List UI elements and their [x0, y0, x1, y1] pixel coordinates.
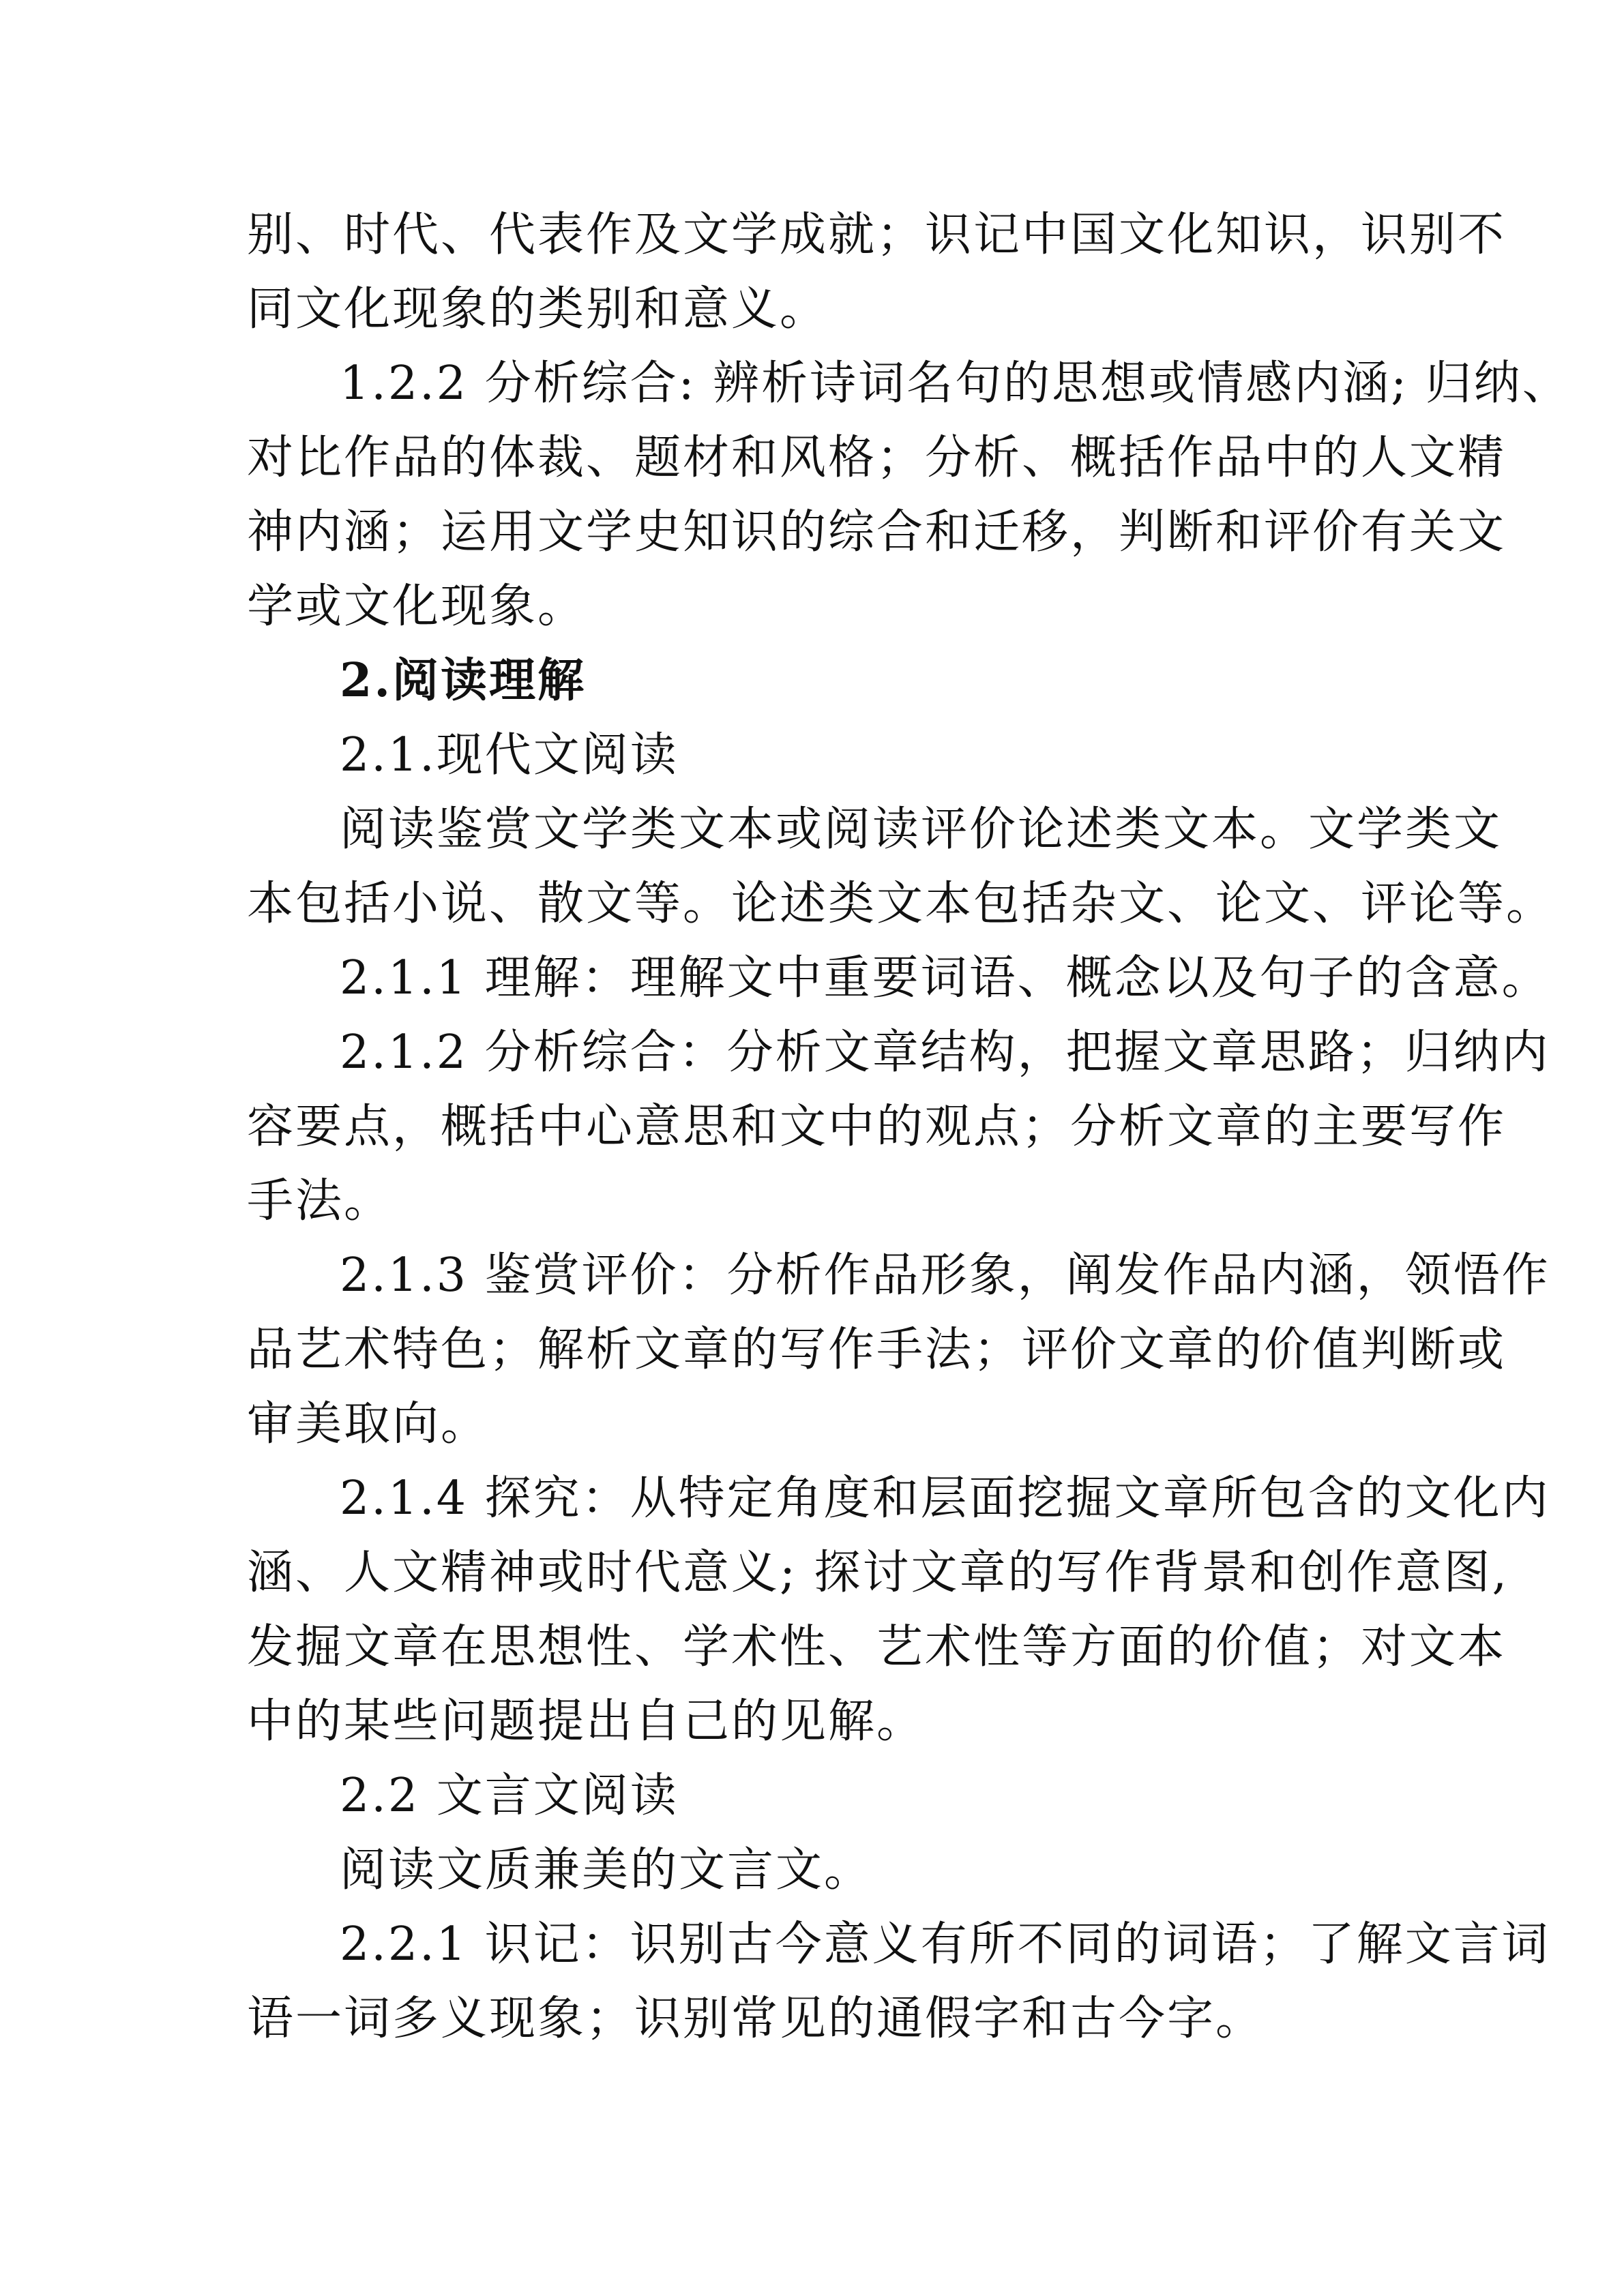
paragraph-2-1-3: [247, 1238, 1550, 1461]
text-line: 发掘文章在思想性、学术性、艺术性等方面的价值；对文本: [247, 1620, 1507, 1674]
text-line: 2.1.3 鉴赏评价：分析作品形象，阐发作品内涵，领悟作: [340, 1249, 1550, 1302]
text-line: 2.1.1 理解：理解文中重要词语、概念以及句子的含意。: [340, 951, 1550, 1005]
text-line: 品艺术特色；解析文章的写作手法；评价文章的价值判断或: [247, 1323, 1507, 1377]
paragraph-classical-intro: [247, 1833, 1386, 1907]
text-line: 手法。: [247, 1174, 393, 1228]
text-line: 学或文化现象。: [247, 580, 587, 633]
heading-text: 2.阅读理解: [340, 653, 586, 708]
text-line: 本包括小说、散文等。论述类文本包括杂文、论文、评论等。: [247, 877, 1555, 931]
paragraph-2-1-1: [247, 941, 1550, 1015]
subheading-text: 2.2 文言文阅读: [340, 1769, 679, 1823]
subheading-classical-reading: [247, 1759, 1386, 1833]
paragraph-2-1-2: [247, 1015, 1550, 1238]
text-line: 容要点，概括中心意思和文中的观点；分析文章的主要写作: [247, 1100, 1507, 1154]
text-line: 2.1.4 探究：从特定角度和层面挖掘文章所包含的文化内: [340, 1472, 1550, 1525]
text-line: 1.2.2 分析综合: 辨析诗词名句的思想或情感内涵; 归纳、: [340, 357, 1571, 411]
text-line: 审美取向。: [247, 1397, 490, 1451]
text-line: 涵、人文精神或时代意义; 探讨文章的写作背景和创作意图,: [247, 1546, 1509, 1600]
paragraph-2-2-1: [247, 1907, 1550, 2056]
subheading-modern-reading: [247, 718, 1386, 792]
text-line: 别、时代、代表作及文学成就；识记中国文化知识，识别不: [247, 208, 1507, 262]
text-line: 神内涵；运用文学史知识的综合和迁移，判断和评价有关文: [247, 505, 1507, 559]
text-line: 同文化现象的类别和意义。: [247, 282, 829, 336]
text-line: 2.2.1 识记：识别古今意义有所不同的词语；了解文言词: [340, 1918, 1550, 1971]
document-page: [247, 198, 1571, 2056]
subheading-text: 2.1.现代文阅读: [340, 728, 679, 782]
text-line: 对比作品的体裁、题材和风格；分析、概括作品中的人文精: [247, 431, 1507, 485]
text-line: 阅读文质兼美的文言文。: [340, 1843, 873, 1897]
text-line: 中的某些问题提出自己的见解。: [247, 1695, 926, 1748]
text-line: 阅读鉴赏文学类文本或阅读评价论述类文本。文学类文: [340, 803, 1503, 856]
text-line: 2.1.2 分析综合：分析文章结构，把握文章思路；归纳内: [340, 1026, 1550, 1079]
paragraph-1-2-2: [247, 346, 1571, 644]
paragraph-2-1-4: [247, 1461, 1550, 1759]
paragraph-modern-intro: [247, 792, 1555, 941]
paragraph-1: [247, 198, 1507, 346]
text-line: 语一词多义现象；识别常见的通假字和古今字。: [247, 1992, 1265, 2046]
section-heading-reading: [247, 644, 1386, 718]
